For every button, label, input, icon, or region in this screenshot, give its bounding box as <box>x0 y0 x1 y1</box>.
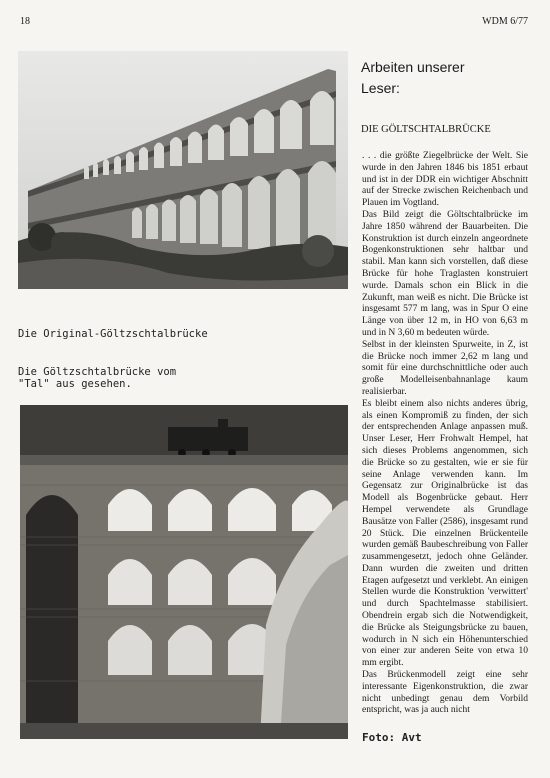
heading-line-1: Arbeiten unserer <box>361 59 465 75</box>
article-paragraph: Es bleibt einem also nichts anderes übrig, als einen Kompromiß zu finden, der sich der entsprechenden Anlage anpassen muß. Unser Leser, Herr Frohwalt Hempel, hat sich dieses Problems angenommen, sich die Brücke so zu gestalten, wie er sie für seine Anlage verwenden kann. Im Gegensatz zur Originalbrücke ist das Modell als Bogenbrücke gebaut. Herr Hempel verwendete als Grundlage Bausätze von Faller (2586), insgesamt rund 20 Stück. Die einzelnen Brückenteile wurden gemäß Baubeschreibung von Faller zusammengesetzt, jedoch ohne Geländer. Dann wurden die zweiten und dritten Etagen aufgesetzt und verklebt. An einigen Stellen wurde die Konstruktion 'verwittert' und durch Spachtelmasse stabilisiert. Obendrein ergab sich die Notwendigkeit, die Brücke als Steigungsbrücke zu bauen, wodurch in N sich ein Höhenunterschied von einer zur anderen Seite von etwa 10 mm ergibt. <box>362 398 528 669</box>
article-paragraph: . . . die größte Ziegelbrücke der Welt. Sie wurde in den Jahren 1846 bis 1851 erbaut und ist in der DDR ein wichtiger Abschnitt auf der Strecke zwischen Reichenbach und Plauen im Vogtland. <box>362 151 528 209</box>
article-paragraph: Das Bild zeigt die Göltschtalbrücke im Jahre 1850 während der Bauarbeiten. Die Konstruktion ist durch einzeln angeordnete Bogenkonstruktionen sehr haltbar und stabil. Man kann sich vorstellen, daß diese Brücke für hohe Traglasten konstruiert wurde. Damals schon ein Blick in die Zukunft, man weiß es nicht. Die Brücke ist insgesamt 577 m lang, was in Spur O eine Länge von über 12 m, in HO von 6,63 m und in N 3,60 m bedeuten würde. <box>362 209 528 338</box>
photo-original-bridge <box>18 51 348 289</box>
caption-original-bridge: Die Original-Göltzschtalbrücke <box>18 328 208 340</box>
caption-model-line-2: "Tal" aus gesehen. <box>18 378 132 390</box>
section-heading <box>361 57 465 99</box>
photo-credit: Foto: Avt <box>362 731 422 744</box>
article-paragraph: Selbst in der kleinsten Spurweite, in Z, ist die Brücke noch immer 2,62 m lang und somit für eine durchschnittliche oder auch große Modelleisenbahnanlage kaum realisierbar. <box>362 339 528 397</box>
heading-line-2: Leser: <box>361 80 400 96</box>
article-body <box>362 151 528 717</box>
article-title: DIE GÖLTSCHTALBRÜCKE <box>361 124 491 135</box>
issue-label: WDM 6/77 <box>482 16 528 27</box>
caption-model-line-1: Die Göltzschtalbrücke vom <box>18 366 177 378</box>
photo-model-bridge <box>20 405 348 739</box>
page-number: 18 <box>20 16 30 27</box>
caption-model-bridge <box>18 366 176 390</box>
article-paragraph: Das Brückenmodell zeigt eine sehr interessante Eigenkonstruktion, die zwar nicht unbedingt genau dem Vorbild entspricht, was ja auch nicht <box>362 670 528 716</box>
